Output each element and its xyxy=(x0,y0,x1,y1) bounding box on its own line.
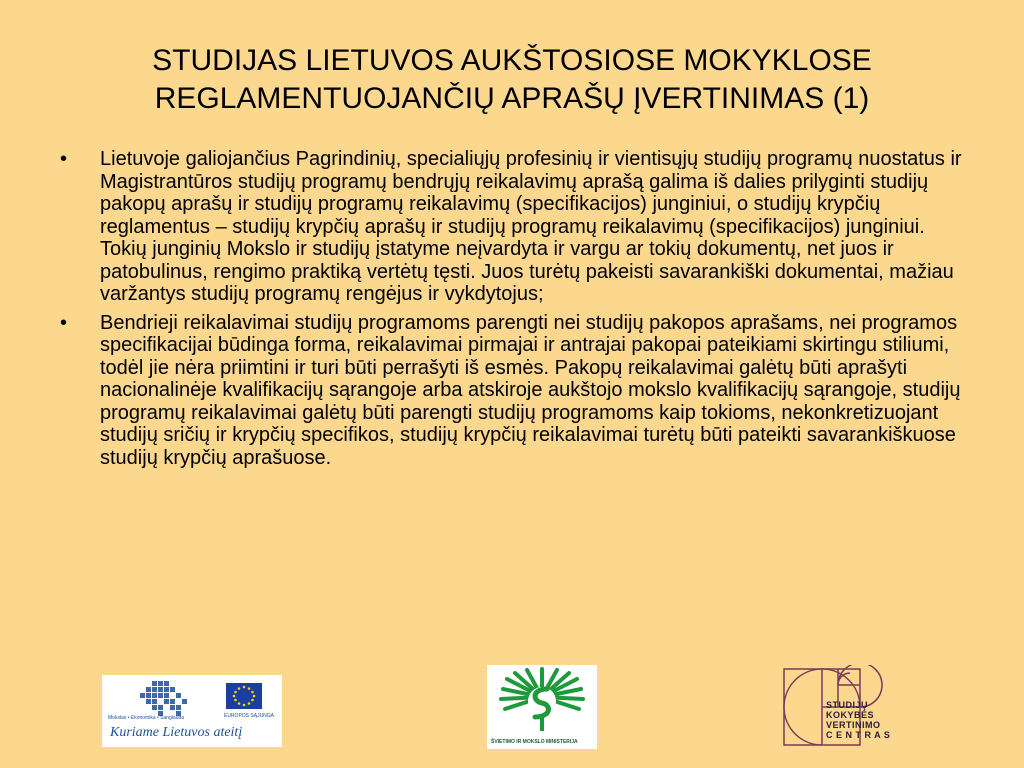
slide-title-line-2: REGLAMENTUOJANČIŲ APRAŠŲ ĮVERTINIMAS (1) xyxy=(154,82,870,115)
ministry-emblem-icon xyxy=(487,667,597,737)
skvc-text-line: STUDIJŲ xyxy=(826,700,869,710)
eu-flag-icon xyxy=(226,683,262,709)
slide-title-line-1: STUDIJAS LIETUVOS AUKŠTOSIOSE MOKYKLOSE xyxy=(152,44,872,77)
esf-slogan: Kuriame Lietuvos ateitį xyxy=(110,725,243,740)
slide-title xyxy=(40,42,984,118)
bullet-marker: • xyxy=(60,311,68,334)
bullet-text: Lietuvoje galiojančius Pagrindinių, specialiųjų profesinių ir vientisųjų studijų programų nuostatus ir Magistrantūros studijų programų bendrųjų reikalavimų aprašą galima iš dalies prilyginti studijų pakopų aprašų ir studijų programų reikalavimų (specifikacijos) junginiui, o studijų krypčių reglamentus – studijų krypčių aprašų ir studijų programų reikalavimų (specifikacijos) junginiui. Tokių junginių Mokslo ir studijų įstatyme neįvardyta ir vargu ar tokių dokumentų, net juos ir patobulinus, rengimo praktiką vertėtų tęsti. Juos turėtų pakeisti savarankiški dokumentai, mažiau varžantys studijų programų rengėjus ir vykdytojus; xyxy=(100,148,962,305)
bullet-marker: • xyxy=(60,148,68,170)
skvc-text-line: KOKYBĖS xyxy=(826,710,875,720)
eu-caption: EUROPOS SĄJUNGA xyxy=(224,713,275,719)
bullet-list xyxy=(60,148,975,475)
skvc-text-line: VERTINIMO xyxy=(826,720,881,730)
skvc-text xyxy=(826,700,890,740)
ministry-logo xyxy=(487,665,597,749)
bullet-text: Bendrieji reikalavimai studijų programoms parengti nei studijų pakopos aprašams, nei programos specifikacijai būdinga forma, reikalavimai pirmajai ir antrajai pakopai pateikiami skirtingu stiliumi, todėl jie nėra priimtini ir turi būti perrašyti iš esmės. Pakopų reikalavimai galėtų būti aprašyti nacionalinėje kvalifikacijų sąrangoje arba atskiroje aukštojo mokslo kvalifikacijų sąrangoje, studijų programų reikalavimai galėtų būti parengti studijų programoms kaip tokioms, nekonkretizuojant studijų sričių ir krypčių specifikos, studijų krypčių reikalavimai turėtų būti pateikti savarankiškuose studijų krypčių aprašuose. xyxy=(100,311,961,469)
ministry-caption: ŠVIETIMO IR MOKSLO MINISTERIJA xyxy=(491,739,578,745)
bullet-item xyxy=(60,312,975,470)
skvc-text-line: C E N T R A S xyxy=(826,730,891,740)
esf-logo xyxy=(102,675,282,747)
esf-fund-caption: Mokslas • Ekonomika • Sanglauda xyxy=(108,715,185,721)
bullet-item xyxy=(60,148,975,306)
skvc-logo xyxy=(782,665,897,750)
